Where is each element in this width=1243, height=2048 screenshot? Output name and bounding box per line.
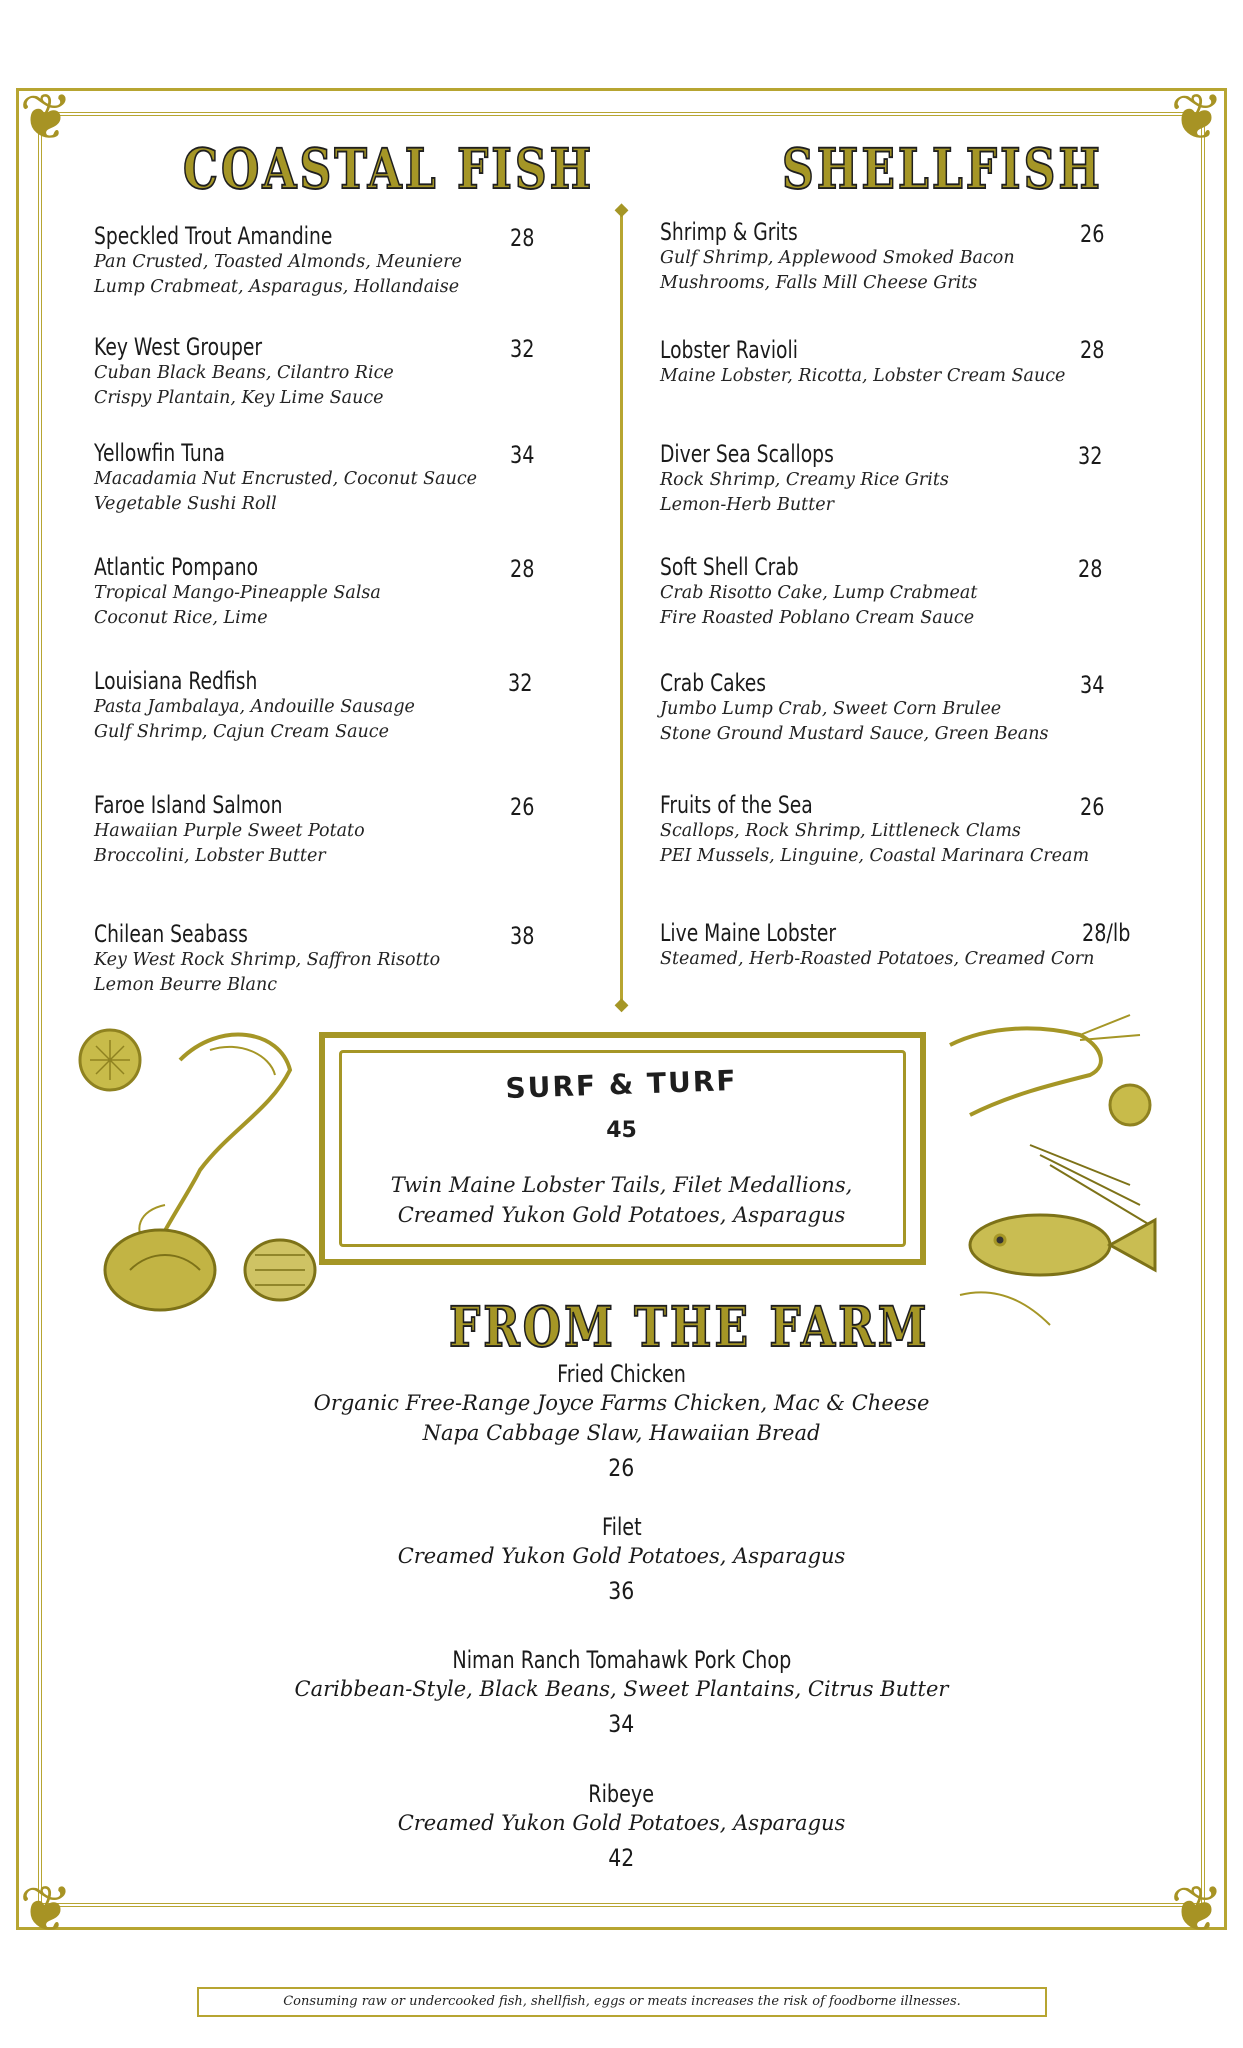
food-safety-disclaimer: Consuming raw or undercooked fish, shellfish, eggs or meats increases the risk of foodborne illnesses.: [197, 1987, 1047, 2017]
item-description: Caribbean-Style, Black Beans, Sweet Plantains, Citrus Butter: [294, 1677, 949, 1701]
farm-menu-item: [0, 1360, 1243, 1482]
item-name: Chilean Seabass: [94, 920, 248, 948]
item-price: 26: [1080, 793, 1105, 821]
item-description: Creamed Yukon Gold Potatoes, Asparagus: [397, 1544, 846, 1568]
menu-item: [94, 667, 415, 745]
item-description: Pan Crusted, Toasted Almonds, Meuniere: [94, 252, 462, 272]
menu-item: [94, 920, 440, 998]
item-description: Broccolini, Lobster Butter: [94, 846, 326, 866]
menu-item: [94, 553, 381, 631]
surf-turf-description-line: Twin Maine Lobster Tails, Filet Medallions,: [390, 1173, 853, 1197]
item-name: Yellowfin Tuna: [94, 439, 226, 467]
item-name: Filet: [601, 1513, 642, 1541]
item-name: Ribeye: [588, 1780, 655, 1808]
coastal-fish-title: COASTAL FISH: [183, 138, 595, 202]
item-description: Tropical Mango-Pineapple Salsa: [94, 583, 381, 603]
ornament-corner-icon: ❦: [1170, 81, 1224, 155]
item-description: Hawaiian Purple Sweet Potato: [94, 821, 365, 841]
item-description: Scallops, Rock Shrimp, Littleneck Clams: [660, 821, 1021, 841]
item-price: 28: [510, 555, 535, 583]
item-description: Maine Lobster, Ricotta, Lobster Cream Sauce: [660, 366, 1066, 386]
item-price: 34: [1080, 671, 1105, 699]
item-name: Shrimp & Grits: [660, 218, 798, 246]
item-description: Napa Cabbage Slaw, Hawaiian Bread: [422, 1421, 821, 1445]
item-name: Louisiana Redfish: [94, 667, 258, 695]
item-description: Lemon Beurre Blanc: [94, 975, 278, 995]
item-name: Key West Grouper: [94, 333, 263, 361]
item-price: 42: [608, 1844, 635, 1872]
item-description: Vegetable Sushi Roll: [94, 494, 277, 514]
ornament-corner-icon: ❦: [19, 1873, 73, 1947]
item-name: Live Maine Lobster: [660, 919, 837, 947]
farm-menu-item: [0, 1646, 1243, 1738]
ornament-corner-icon: ❦: [19, 81, 73, 155]
item-description: Gulf Shrimp, Applewood Smoked Bacon: [660, 248, 1015, 268]
ornament-corner-icon: ❦: [1170, 1873, 1224, 1947]
item-description: Coconut Rice, Lime: [94, 608, 268, 628]
farm-menu-item: [0, 1780, 1243, 1872]
item-description: Stone Ground Mustard Sauce, Green Beans: [660, 724, 1049, 744]
item-price: 28: [510, 224, 535, 252]
surf-turf-title: SURF & TURF: [504, 1063, 739, 1106]
divider-diamond-icon: ◆: [614, 994, 629, 1014]
item-description: Organic Free-Range Joyce Farms Chicken, Mac & Cheese: [313, 1391, 930, 1415]
menu-item: [660, 218, 1015, 296]
item-description: Crispy Plantain, Key Lime Sauce: [94, 388, 384, 408]
menu-item: [660, 440, 949, 518]
item-name: Crab Cakes: [660, 669, 767, 697]
item-name: Fried Chicken: [557, 1360, 686, 1388]
item-name: Fruits of the Sea: [660, 791, 813, 819]
surf-turf-price: 45: [606, 1118, 637, 1143]
item-description: Lemon-Herb Butter: [660, 495, 834, 515]
item-description: Macadamia Nut Encrusted, Coconut Sauce: [94, 469, 478, 489]
menu-item: [94, 439, 477, 517]
item-description: Cuban Black Beans, Cilantro Rice: [94, 363, 394, 383]
item-price: 28/lb: [1082, 919, 1131, 947]
surf-turf-description-line: Creamed Yukon Gold Potatoes, Asparagus: [397, 1203, 846, 1227]
from-the-farm-title: FROM THE FARM: [449, 1296, 930, 1360]
item-description: Lump Crabmeat, Asparagus, Hollandaise: [94, 277, 460, 297]
item-name: Diver Sea Scallops: [660, 440, 834, 468]
item-name: Faroe Island Salmon: [94, 791, 283, 819]
item-price: 32: [1078, 442, 1103, 470]
shellfish-title: SHELLFISH: [782, 138, 1103, 202]
item-description: Gulf Shrimp, Cajun Cream Sauce: [94, 722, 389, 742]
item-name: Lobster Ravioli: [660, 336, 798, 364]
surf-turf-description: [0, 1170, 1243, 1230]
item-price: 28: [1078, 555, 1103, 583]
item-price: 38: [510, 922, 535, 950]
item-name: Atlantic Pompano: [94, 553, 259, 581]
item-description: Key West Rock Shrimp, Saffron Risotto: [94, 950, 441, 970]
item-price: 34: [510, 441, 535, 469]
item-description: Rock Shrimp, Creamy Rice Grits: [660, 470, 949, 490]
farm-menu-item: [0, 1513, 1243, 1605]
item-price: 34: [608, 1710, 635, 1738]
item-price: 26: [1080, 220, 1105, 248]
item-name: Speckled Trout Amandine: [94, 222, 333, 250]
item-price: 26: [510, 793, 535, 821]
menu-item: [660, 669, 1048, 747]
menu-item: [660, 791, 1089, 869]
item-price: 32: [510, 335, 535, 363]
menu-item: [660, 336, 1065, 389]
item-description: Mushrooms, Falls Mill Cheese Grits: [660, 273, 978, 293]
item-description: Creamed Yukon Gold Potatoes, Asparagus: [397, 1811, 846, 1835]
item-price: 28: [1080, 336, 1105, 364]
menu-item: [94, 222, 462, 300]
item-name: Soft Shell Crab: [660, 553, 799, 581]
menu-item: [94, 791, 365, 869]
item-description: Pasta Jambalaya, Andouille Sausage: [94, 697, 415, 717]
item-description: PEI Mussels, Linguine, Coastal Marinara Cream: [660, 846, 1090, 866]
column-divider: [620, 210, 623, 1005]
item-price: 26: [608, 1454, 635, 1482]
menu-item: [660, 553, 977, 631]
item-name: Niman Ranch Tomahawk Pork Chop: [452, 1646, 791, 1674]
item-description: Fire Roasted Poblano Cream Sauce: [660, 608, 975, 628]
menu-item: [94, 333, 394, 411]
item-description: Jumbo Lump Crab, Sweet Corn Brulee: [660, 699, 1002, 719]
item-price: 36: [608, 1577, 635, 1605]
item-description: Steamed, Herb-Roasted Potatoes, Creamed Corn: [660, 949, 1095, 969]
divider-diamond-icon: ◆: [614, 199, 629, 219]
item-description: Crab Risotto Cake, Lump Crabmeat: [660, 583, 978, 603]
menu-item: [660, 919, 1094, 972]
item-price: 32: [508, 669, 533, 697]
